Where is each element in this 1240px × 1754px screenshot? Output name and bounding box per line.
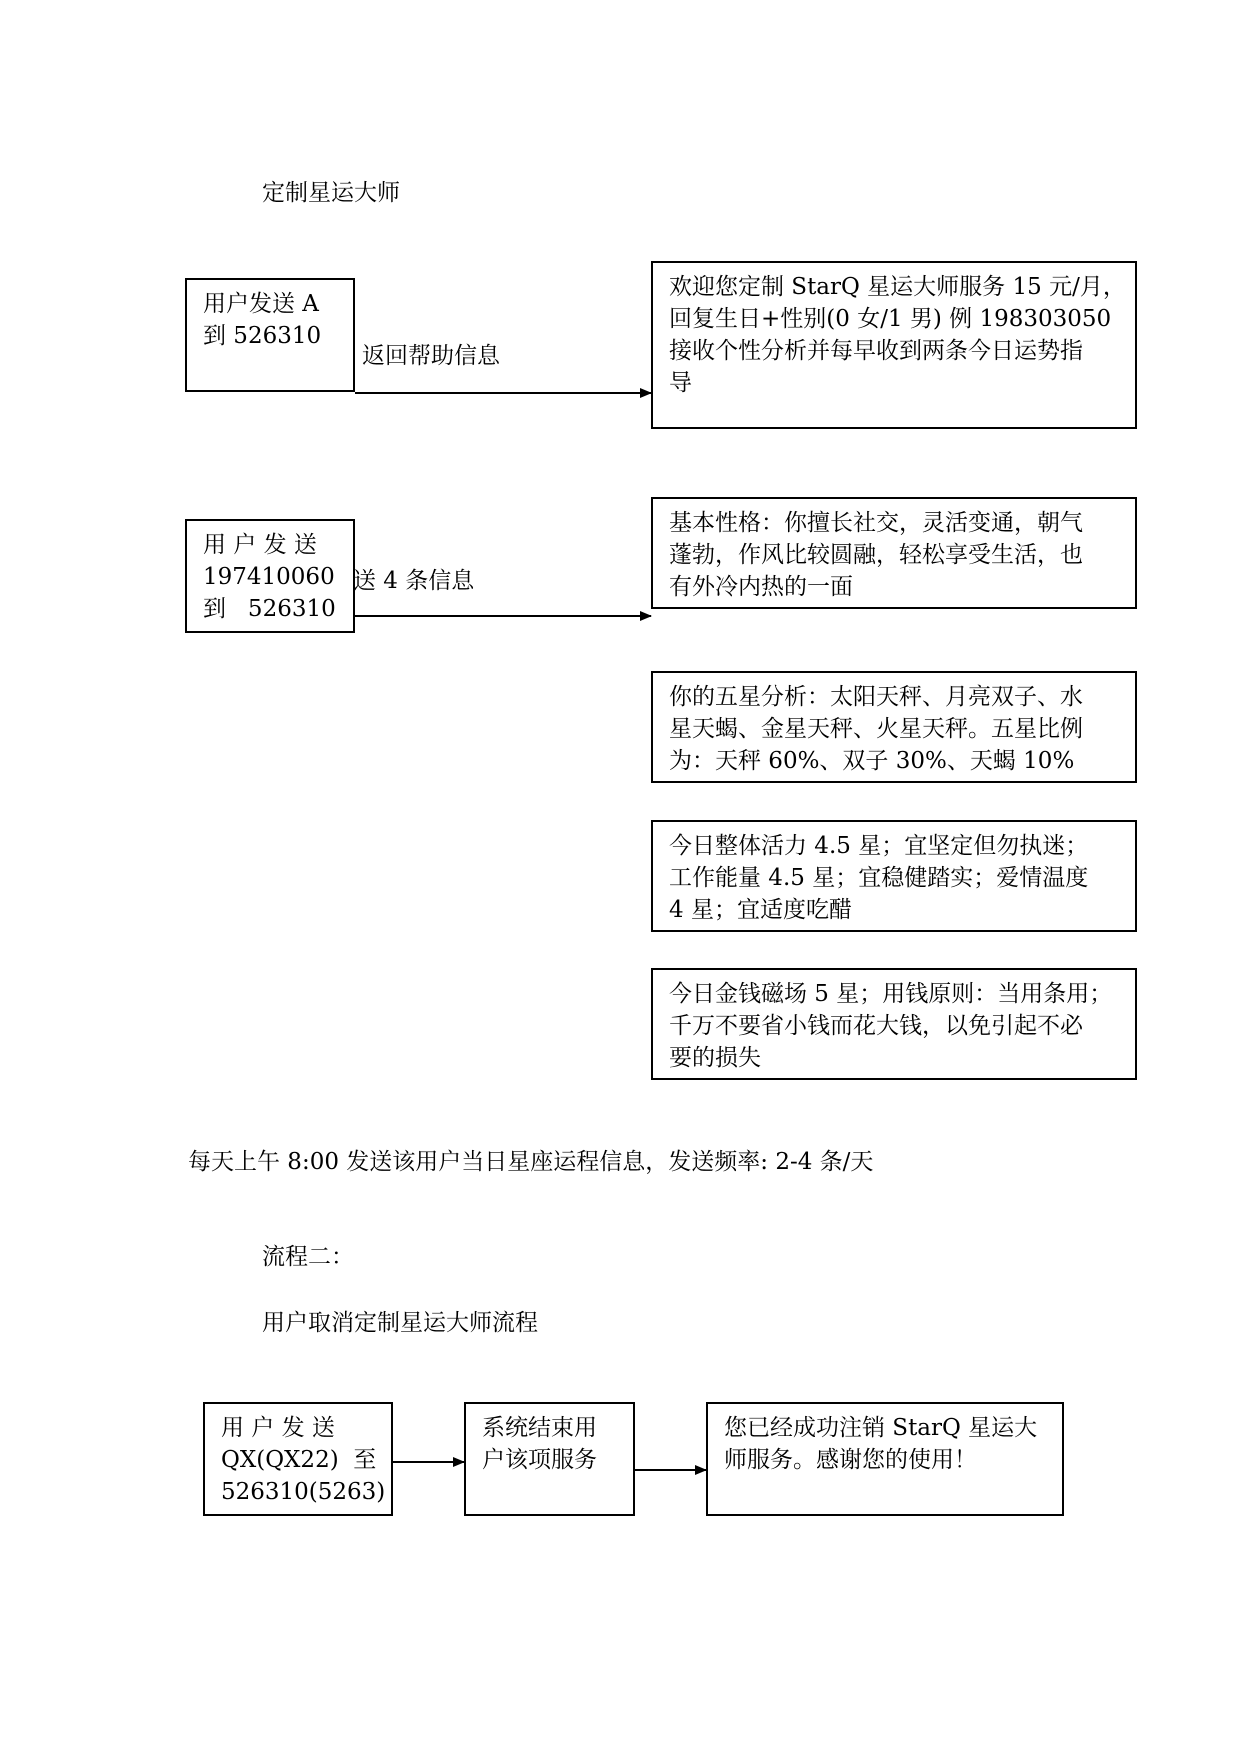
box-cancel-confirmation-line-1: 您已经成功注销 StarQ 星运大 <box>724 1415 1038 1441</box>
box-user-send-birthday-line-2: 197410060 <box>203 564 335 590</box>
box-welcome-line-1: 欢迎您定制 StarQ 星运大师服务 15 元/月， <box>669 274 1126 300</box>
box-today-activity-line-3: 4 星；宜适度吃醋 <box>669 897 852 923</box>
label-return-help: 返回帮助信息 <box>362 343 500 369</box>
box-today-money-line-2: 千万不要省小钱而花大钱，以免引起不必 <box>669 1013 1083 1039</box>
box-welcome-line-4: 导 <box>669 370 692 396</box>
box-system-end-line-2: 户该项服务 <box>482 1447 597 1473</box>
box-five-star-analysis <box>651 671 1137 783</box>
box-user-send-a-line-2: 到 526310 <box>203 323 322 349</box>
box-user-send-qx-line-1: 用 户 发 送 <box>221 1415 335 1441</box>
box-five-star-line-2: 星天蝎、金星天秤、火星天秤。五星比例 <box>669 716 1083 742</box>
box-welcome-message <box>651 261 1137 429</box>
box-personality-line-3: 有外冷内热的一面 <box>669 574 853 600</box>
box-five-star-line-3: 为：天秤 60%、双子 30%、天蝎 10% <box>669 748 1075 774</box>
box-user-send-qx <box>203 1402 393 1516</box>
box-personality-line-1: 基本性格：你擅长社交，灵活变通，朝气 <box>669 510 1083 536</box>
box-today-activity-line-1: 今日整体活力 4.5 星；宜坚定但勿执迷； <box>669 833 1089 859</box>
box-user-send-qx-line-2: QX(QX22) 至 <box>221 1447 377 1473</box>
box-cancel-confirmation-line-2: 师服务。感谢您的使用！ <box>724 1447 977 1473</box>
box-today-activity-line-2: 工作能量 4.5 星；宜稳健踏实；爱情温度 <box>669 865 1089 891</box>
box-user-send-a-line-1: 用户发送 A <box>203 291 319 317</box>
box-user-send-qx-line-3: 526310(5263) <box>221 1479 386 1505</box>
box-welcome-line-2: 回复生日+性别(0 女/1 男) 例 198303050 <box>669 306 1112 332</box>
box-today-activity <box>651 820 1137 932</box>
box-system-end-line-1: 系统结束用 <box>482 1415 597 1441</box>
daily-send-note: 每天上午 8:00 发送该用户当日星座运程信息，发送频率: 2-4 条/天 <box>188 1149 874 1175</box>
box-user-send-birthday <box>185 519 355 633</box>
box-user-send-birthday-line-1: 用 户 发 送 <box>203 532 317 558</box>
flow2-heading: 流程二： <box>262 1244 354 1270</box>
box-system-end-service <box>464 1402 635 1516</box>
box-today-money-line-3: 要的损失 <box>669 1045 761 1071</box>
box-five-star-line-1: 你的五星分析：太阳天秤、月亮双子、水 <box>669 684 1083 710</box>
box-personality <box>651 497 1137 609</box>
box-today-money <box>651 968 1137 1080</box>
box-today-money-line-1: 今日金钱磁场 5 星；用钱原则：当用条用； <box>669 981 1113 1007</box>
box-user-send-birthday-line-3: 到 526310 <box>203 596 336 622</box>
box-user-send-a <box>185 278 355 392</box>
box-welcome-line-3: 接收个性分析并每早收到两条今日运势指 <box>669 338 1083 364</box>
flow1-title: 定制星运大师 <box>262 180 400 206</box>
box-personality-line-2: 蓬勃，作风比较圆融，轻松享受生活，也 <box>669 542 1083 568</box>
flow2-title: 用户取消定制星运大师流程 <box>262 1310 538 1336</box>
box-cancel-confirmation <box>706 1402 1064 1516</box>
label-send-four: 送 4 条信息 <box>353 568 475 594</box>
